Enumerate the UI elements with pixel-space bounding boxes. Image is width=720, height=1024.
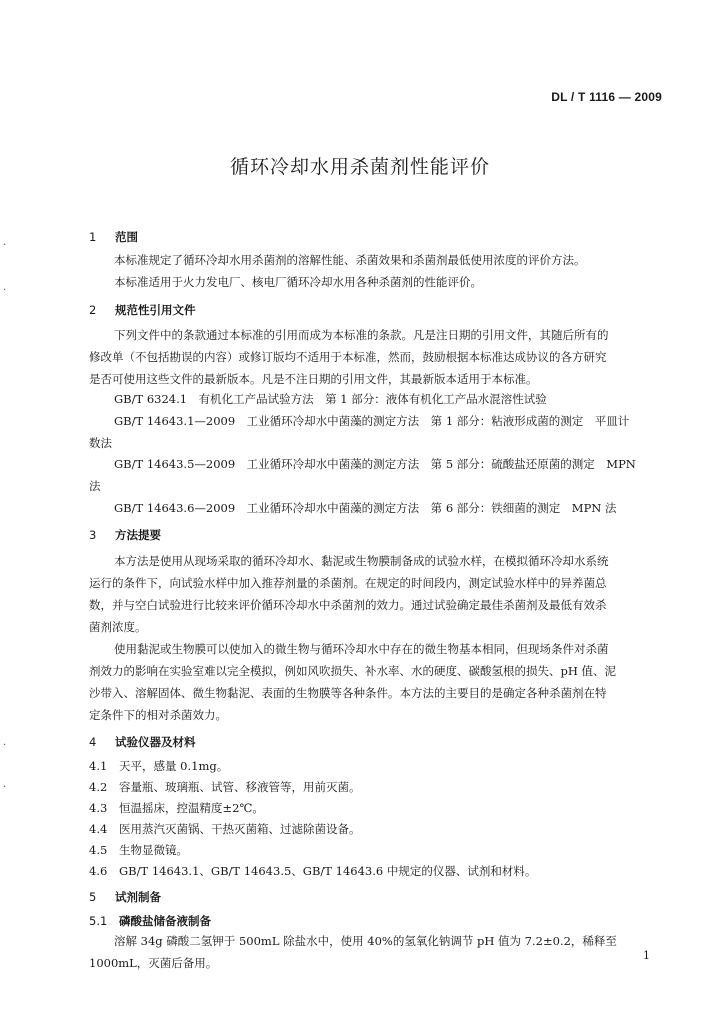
scan-mark: · — [3, 740, 7, 751]
section-2-line: 修改单（不包括勘误的内容）或修订版均不适用于本标准，然而，鼓励根据本标准达成协议的各方研究 — [89, 350, 607, 364]
reference-item: GB/T 14643.6—2009 工业循环冷却水中菌藻的测定方法 第 6 部分：铁细菌的测定 MPN 法 — [114, 501, 617, 515]
list-item: 4.6 GB/T 14643.1、GB/T 14643.5、GB/T 14643.6 中规定的仪器、试剂和材料。 — [89, 864, 537, 878]
section-3-line: 菌剂浓度。 — [89, 620, 147, 634]
reference-item: GB/T 6324.1 有机化工产品试验方法 第 1 部分：液体有机化工产品水混溶性试验 — [114, 392, 547, 406]
list-item: 4.2 容量瓶、玻璃瓶、试管、移液管等，用前灭菌。 — [89, 780, 361, 794]
reference-item: GB/T 14643.5—2009 工业循环冷却水中菌藻的测定方法 第 5 部分：硫酸盐还原菌的测定 MPN — [114, 457, 636, 471]
list-item: 4.5 生物显微镜。 — [89, 843, 188, 857]
document-title: 循环冷却水用杀菌剂性能评价 — [229, 156, 490, 178]
section-3-line: 沙带入、溶解固体、微生物黏泥、表面的生物膜等各种条件。本方法的主要目的是确定各种杀菌剂在特 — [89, 686, 607, 700]
subsection-5-1-line: 1000mL，灭菌后备用。 — [89, 956, 218, 970]
standard-code: DL / T 1116 — 2009 — [551, 90, 662, 104]
section-5-heading: 5 试剂制备 — [89, 890, 161, 904]
section-2-line: 是否可使用这些文件的最新版本。凡是不注日期的引用文件，其最新版本适用于本标准。 — [89, 372, 538, 386]
section-3-line: 定条件下的相对杀菌效力。 — [89, 708, 227, 722]
section-3-heading: 3 方法提要 — [89, 528, 161, 542]
section-2-line: 下列文件中的条款通过本标准的引用而成为本标准的条款。凡是注日期的引用文件，其随后所有的 — [114, 328, 609, 342]
list-item: 4.1 天平，感量 0.1mg。 — [89, 759, 229, 773]
section-1-para-2: 本标准适用于火力发电厂、核电厂循环冷却水用各种杀菌剂的性能评价。 — [114, 275, 482, 289]
reference-continuation: 法 — [89, 479, 101, 493]
list-item: 4.3 恒温摇床，控温精度±2℃。 — [89, 801, 264, 815]
section-3-line: 本方法是使用从现场采取的循环冷却水、黏泥或生物膜制备成的试验水样，在模拟循环冷却水系统 — [114, 554, 609, 568]
subsection-5-1-heading: 5.1 磷酸盐储备液制备 — [89, 914, 211, 928]
scan-mark: · — [3, 240, 7, 251]
scan-mark: · — [3, 782, 7, 793]
section-4-heading: 4 试验仪器及材料 — [89, 735, 196, 749]
section-1-para-1: 本标准规定了循环冷却水用杀菌剂的溶解性能、杀菌效果和杀菌剂最低使用浓度的评价方法。 — [114, 253, 586, 267]
section-3-line: 数，并与空白试验进行比较来评价循环冷却水中杀菌剂的效力。通过试验确定最佳杀菌剂及最低有效杀 — [89, 598, 607, 612]
section-2-heading: 2 规范性引用文件 — [89, 303, 196, 317]
section-1-heading: 1 范围 — [89, 230, 138, 244]
section-3-line: 使用黏泥或生物膜可以使加入的微生物与循环冷却水中存在的微生物基本相同，但现场条件对杀菌 — [114, 642, 609, 656]
list-item: 4.4 医用蒸汽灭菌锅、干热灭菌箱、过滤除菌设备。 — [89, 822, 361, 836]
section-3-line: 剂效力的影响在实验室难以完全模拟，例如风吹损失、补水率、水的硬度、碳酸氢根的损失、pH 值、泥 — [89, 664, 617, 678]
scan-mark: · — [3, 285, 7, 296]
section-3-line: 运行的条件下，向试验水样中加入推荐剂量的杀菌剂。在规定的时间段内，测定试验水样中的异养菌总 — [89, 576, 607, 590]
reference-continuation: 数法 — [89, 436, 112, 450]
page-number: 1 — [643, 949, 650, 962]
subsection-5-1-line: 溶解 34g 磷酸二氢钾于 500mL 除盐水中，使用 40%的氢氧化钠调节 pH 值为 7.2±0.2，稀释至 — [114, 934, 617, 948]
reference-item: GB/T 14643.1—2009 工业循环冷却水中菌藻的测定方法 第 1 部分：粘液形成菌的测定 平皿计 — [114, 414, 630, 428]
